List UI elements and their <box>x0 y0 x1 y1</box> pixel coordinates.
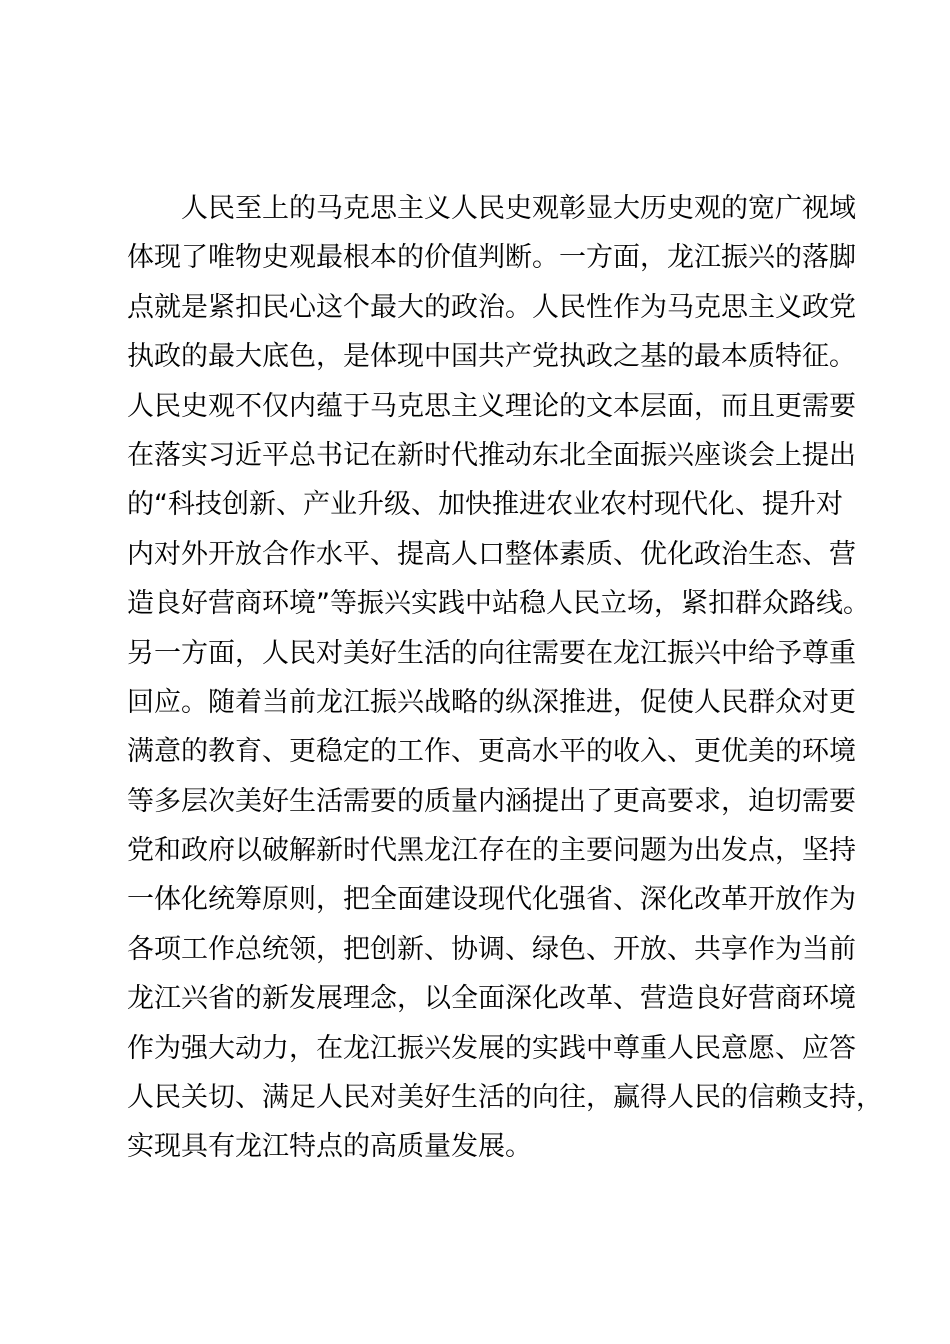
body-paragraph <box>127 184 883 1172</box>
paragraph-line: 人民史观不仅内蕴于马克思主义理论的文本层面，而且更需要 <box>127 390 856 422</box>
paragraph-line: 人民关切、满足人民对美好生活的向往，赢得人民的信赖支持， <box>127 1082 883 1114</box>
paragraph-line: 另一方面，人民对美好生活的向往需要在龙江振兴中给予尊重 <box>127 637 856 669</box>
paragraph-line: 点就是紧扣民心这个最大的政治。人民性作为马克思主义政党 <box>127 291 856 323</box>
paragraph-line: 一体化统筹原则，把全面建设现代化强省、深化改革开放作为 <box>127 884 856 916</box>
paragraph-line: 各项工作总统领，把创新、协调、绿色、开放、共享作为当前 <box>127 933 856 965</box>
paragraph-line: 龙江兴省的新发展理念，以全面深化改革、营造良好营商环境 <box>127 983 856 1015</box>
paragraph-line: 在落实习近平总书记在新时代推动东北全面振兴座谈会上提出 <box>127 439 856 471</box>
paragraph-line: 作为强大动力，在龙江振兴发展的实践中尊重人民意愿、应答 <box>127 1032 856 1064</box>
paragraph-line: 党和政府以破解新时代黑龙江存在的主要问题为出发点，坚持 <box>127 835 856 867</box>
paragraph-line: 等多层次美好生活需要的质量内涵提出了更高要求，迫切需要 <box>127 785 856 817</box>
paragraph-line: 体现了唯物史观最根本的价值判断。一方面，龙江振兴的落脚 <box>127 242 856 274</box>
paragraph-line: 实现具有龙江特点的高质量发展。 <box>127 1131 532 1163</box>
paragraph-line: 人民至上的马克思主义人民史观彰显大历史观的宽广视域 <box>127 193 856 224</box>
paragraph-line: 造良好营商环境”等振兴实践中站稳人民立场，紧扣群众路线。 <box>127 588 870 620</box>
paragraph-line: 回应。随着当前龙江振兴战略的纵深推进，促使人民群众对更 <box>127 686 856 718</box>
paragraph-line: 内对外开放合作水平、提高人口整体素质、优化政治生态、营 <box>127 538 856 570</box>
paragraph-line: 满意的教育、更稳定的工作、更高水平的收入、更优美的环境 <box>127 736 856 768</box>
paragraph-line: 执政的最大底色，是体现中国共产党执政之基的最本质特征。 <box>127 341 856 373</box>
paragraph-line: 的“科技创新、产业升级、加快推进农业农村现代化、提升对 <box>127 489 843 521</box>
